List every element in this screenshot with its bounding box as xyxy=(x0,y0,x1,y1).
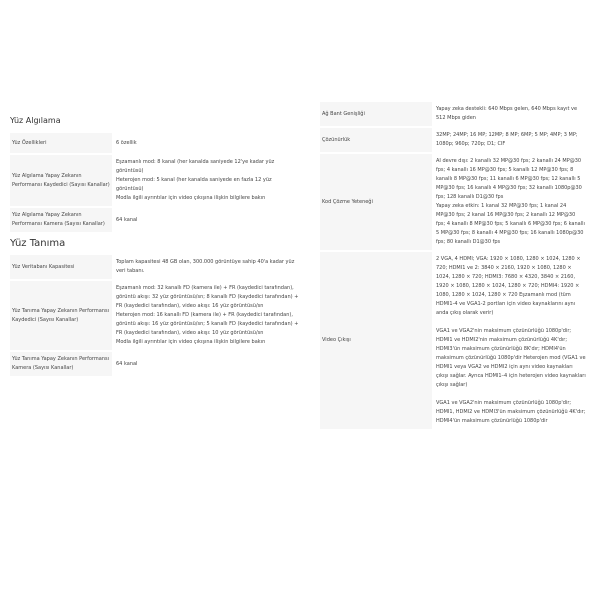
spec-row xyxy=(10,155,304,206)
spec-row xyxy=(320,128,590,152)
spec-label: Yüz Veritabanı Kapasitesi xyxy=(10,255,112,279)
face-detection-title: Yüz Algılama xyxy=(10,116,61,125)
spec-value: AI devre dışı: 2 kanallı 32 MP@30 fps; 2 kanallı 24 MP@30 fps; 4 kanallı 16 MP@30 fps; 5 kanallı 12 MP@30 fps; 8 kanallı 8 MP@30 fps; 11 kanallı 6 MP@30 fps; 12 kanallı 5 MP@30 fps; 16 kanallı 4 MP@30 fps; 32 kanallı 1080p@30 fps; 128 kanallı D1@30 fps Yapay zeka etkin: 1 kanal 32 MP@30 fps; 1 kanal 24 MP@30 fps; 2 kanal 16 MP@30 fps; 2 kanallı 12 MP@30 fps; 4 kanallı 8 MP@30 fps; 5 kanallı 6 MP@30 fps; 6 kanallı 5 MP@30 fps; 8 kanallı 4 MP@30 fps; 16 kanallı 1080p@30 fps; 80 kanallı D1@30 fps xyxy=(432,154,590,250)
spec-value: 2 VGA, 4 HDMI; VGA: 1920 × 1080, 1280 × 1024, 1280 × 720; HDMI1 ve 2: 3840 × 2160, 1920 × 1080, 1280 × 1024, 1280 × 720; HDMI3: 7680 × 4320, 3840 × 2160, 1920 × 1080, 1280 × 1024, 1280 × 720; HDMI4: 1920 × 1080, 1280 × 1024, 1280 × 720 Eşzamanlı mod (tüm HDMI1-4 ve VGA1-2 portları için video kaynaklarını aynı anda çıkış olarak verir) VGA1 ve VGA2'nin maksimum çözünürlüğü 1080p'dir; HDMI1 ve HDMI2'nin maksimum çözünürlüğü 4K'dır; HDMI3'ün maksimum çözünürlüğü 8K'dır; HDMI4'ün maksimum çözünürlüğü 1080p'dir Heterojen mod (VGA1 ve HDMI1 veya VGA2 ve HDMI2 için aynı video kaynakları çıkışı sağlar. Ayrıca HDMI1–4 için heterojen video kaynakları çıkışı sağlar) VGA1 ve VGA2'nin maksimum çözünürlüğü 1080p'dir; HDMI1, HDMI2 ve HDMI3'ün maksimum çözünürlüğü 4K'dır; HDMI4'ün maksimum çözünürlüğü 1080p'dir xyxy=(432,252,590,429)
left-column xyxy=(10,116,304,378)
spec-label: Kod Çözme Yeteneği xyxy=(320,154,432,250)
spec-value: Yapay zeka destekli: 640 Mbps gelen, 640 Mbps kayıt ve 512 Mbps giden xyxy=(432,102,590,126)
spec-value: 32MP; 24MP; 16 MP; 12MP; 8 MP; 6MP; 5 MP; 4MP; 3 MP; 1080p; 960p; 720p; D1; CIF xyxy=(432,128,590,152)
spec-label: Ağ Bant Genişliği xyxy=(320,102,432,126)
spec-label: Yüz Tanıma Yapay Zekanın Performansı Kaydedici (Sayısı Kanallar) xyxy=(10,281,112,350)
spec-value: Toplam kapasitesi 48 GB olan, 300.000 görüntüye sahip 40'a kadar yüz veri tabanı. xyxy=(112,255,304,279)
spec-row xyxy=(320,102,590,126)
face-recognition-title: Yüz Tanıma xyxy=(10,238,66,249)
spec-row xyxy=(10,208,304,232)
spec-row xyxy=(320,252,590,429)
spec-value: 6 özellik xyxy=(112,133,304,153)
spec-value: Eşzamanlı mod: 8 kanal (her kanalda saniyede 12'ye kadar yüz görüntüsü) Heterojen mod: 5 kanal (her kanalda saniyede en fazla 12 yüz görüntüsü) Modla ilgili ayrıntılar için video çıkışına ilişkin bilgilere bakın xyxy=(112,155,304,206)
spec-row xyxy=(320,154,590,250)
spec-row xyxy=(10,352,304,376)
spec-label: Yüz Algılama Yapay Zekanın Performansı Kamera (Sayısı Kanallar) xyxy=(10,208,112,232)
spec-label: Yüz Algılama Yapay Zekanın Performansı Kaydedici (Sayısı Kanallar) xyxy=(10,155,112,206)
spec-row xyxy=(10,255,304,279)
spec-row xyxy=(10,281,304,350)
spec-label: Yüz Tanıma Yapay Zekanın Performansı Kamera (Sayısı Kanallar) xyxy=(10,352,112,376)
right-column xyxy=(320,102,590,431)
spec-value: 64 kanal xyxy=(112,208,304,232)
spec-label: Çözünürlük xyxy=(320,128,432,152)
spec-value: 64 kanal xyxy=(112,352,304,376)
spec-label: Video Çıkışı xyxy=(320,252,432,429)
spec-label: Yüz Özellikleri xyxy=(10,133,112,153)
spec-value: Eşzamanlı mod: 32 kanallı FD (kamera ile) + FR (kaydedici tarafından), görüntü akışı: 32 yüz görüntüsü/sn; 8 kanallı FD (kaydedici tarafından) + FR (kaydedici tarafından), video akışı: 16 yüz görüntüsü/sn Heterojen mod: 16 kanallı FD (kamera ile) + FR (kaydedici tarafından), görüntü akışı: 16 yüz görüntüsü/sn; 5 kanallı FD (kaydedici tarafından) + FR (kaydedici tarafından), video akışı: 10 yüz görüntüsü/sn Modla ilgili ayrıntılar için video çıkışına ilişkin bilgilere bakın xyxy=(112,281,304,350)
spec-row xyxy=(10,133,304,153)
